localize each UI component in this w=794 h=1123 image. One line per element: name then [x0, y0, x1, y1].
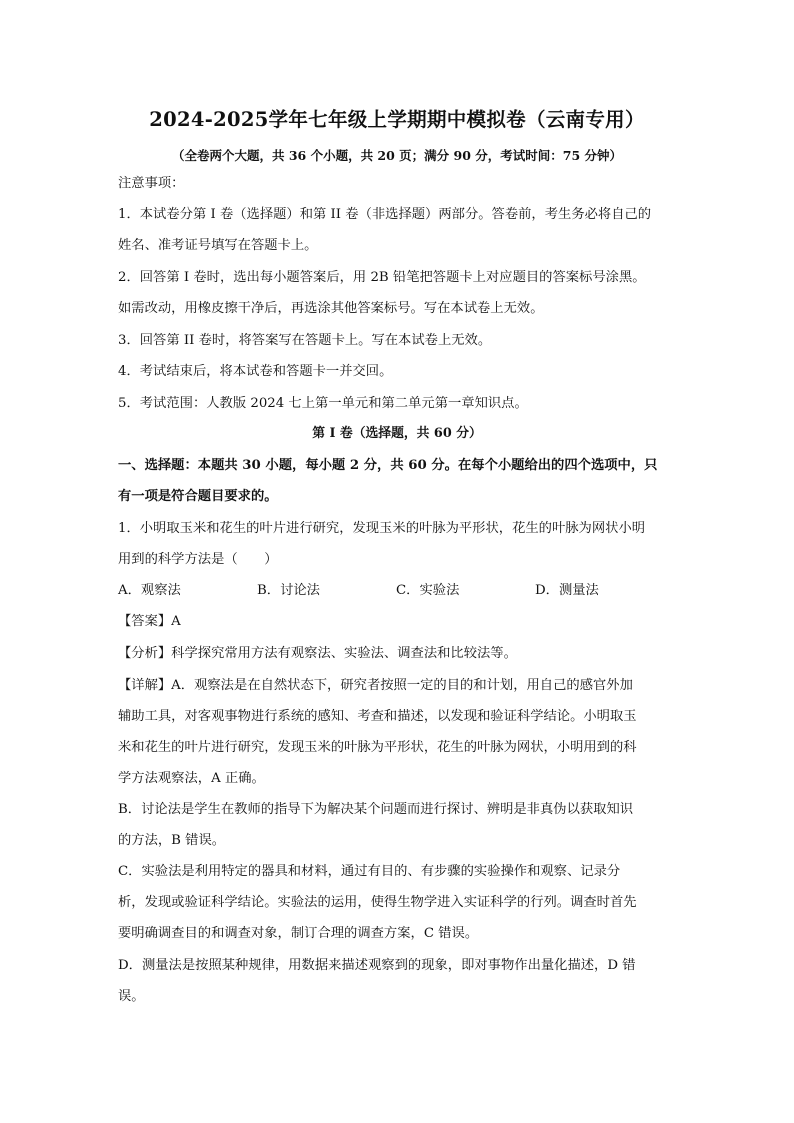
question-stem-line: 用到的科学方法是（ ） [118, 552, 278, 567]
option-c: C．实验法 [396, 583, 460, 598]
section-heading: 第 I 卷（选择题，共 60 分） [312, 426, 482, 441]
detail-line: 【详解】A．观察法是在自然状态下，研究者按照一定的目的和计划，用自己的感官外加 [118, 678, 633, 693]
note-line: 如需改动，用橡皮擦干净后，再选涂其他答案标号。写在本试卷上无效。 [118, 301, 544, 316]
detail-line: C．实验法是利用特定的器具和材料，通过有目的、有步骤的实验操作和观察、记录分 [118, 864, 621, 879]
note-line: 5．考试范围：人教版 2024 七上第一单元和第二单元第一章知识点。 [118, 396, 528, 411]
detail-line: 学方法观察法，A 正确。 [118, 771, 265, 786]
detail-line: B．讨论法是学生在教师的指导下为解决某个问题而进行探讨、辨明是非真伪以获取知识 [118, 802, 634, 817]
option-a: A．观察法 [118, 583, 181, 598]
detail-line: 析，发现或验证科学结论。实验法的运用，使得生物学进入实证科学的行列。调查时首先 [118, 895, 637, 910]
answer-line: 【答案】A [118, 614, 181, 629]
detail-line: 辅助工具，对客观事物进行系统的感知、考查和描述，以发现和验证科学结论。小明取玉 [118, 709, 637, 724]
note-line: 4．考试结束后，将本试卷和答题卡一并交回。 [118, 364, 393, 379]
part-heading-line: 一、选择题：本题共 30 小题，每小题 2 分，共 60 分。在每个小题给出的四个选项中，只 [118, 458, 658, 473]
detail-line: D．测量法是按照某种规律，用数据来描述观察到的现象，即对事物作出量化描述，D 错 [118, 958, 636, 973]
detail-line: 米和花生的叶片进行研究，发现玉米的叶脉为平形状，花生的叶脉为网状，小明用到的科 [118, 740, 637, 755]
option-b: B．讨论法 [257, 583, 320, 598]
page-title: 2024-2025学年七年级上学期期中模拟卷（云南专用） [149, 108, 645, 131]
note-line: 2．回答第 I 卷时，选出每小题答案后，用 2B 铅笔把答题卡上对应题目的答案标号涂黑。 [118, 270, 646, 285]
note-line: 3．回答第 II 卷时，将答案写在答题卡上。写在本试卷上无效。 [118, 333, 492, 348]
notes-heading: 注意事项： [118, 176, 185, 191]
question-stem-line: 1．小明取玉米和花生的叶片进行研究，发现玉米的叶脉为平形状，花生的叶脉为网状小明 [118, 521, 646, 536]
detail-line: 要明确调查目的和调查对象，制订合理的调查方案，C 错误。 [118, 926, 479, 941]
part-heading-line: 有一项是符合题目要求的。 [118, 489, 278, 504]
exam-info: （全卷两个大题，共 36 个小题，共 20 页；满分 90 分，考试时间：75 分钟） [171, 148, 623, 163]
note-line: 姓名、准考证号填写在答题卡上。 [118, 238, 318, 253]
note-line: 1．本试卷分第 I 卷（选择题）和第 II 卷（非选择题）两部分。答卷前，考生务必将自己的 [118, 207, 652, 222]
option-d: D．测量法 [535, 583, 599, 598]
analysis-line: 【分析】科学探究常用方法有观察法、实验法、调查法和比较法等。 [118, 646, 517, 661]
detail-line: 误。 [118, 989, 145, 1004]
detail-line: 的方法，B 错误。 [118, 833, 226, 848]
